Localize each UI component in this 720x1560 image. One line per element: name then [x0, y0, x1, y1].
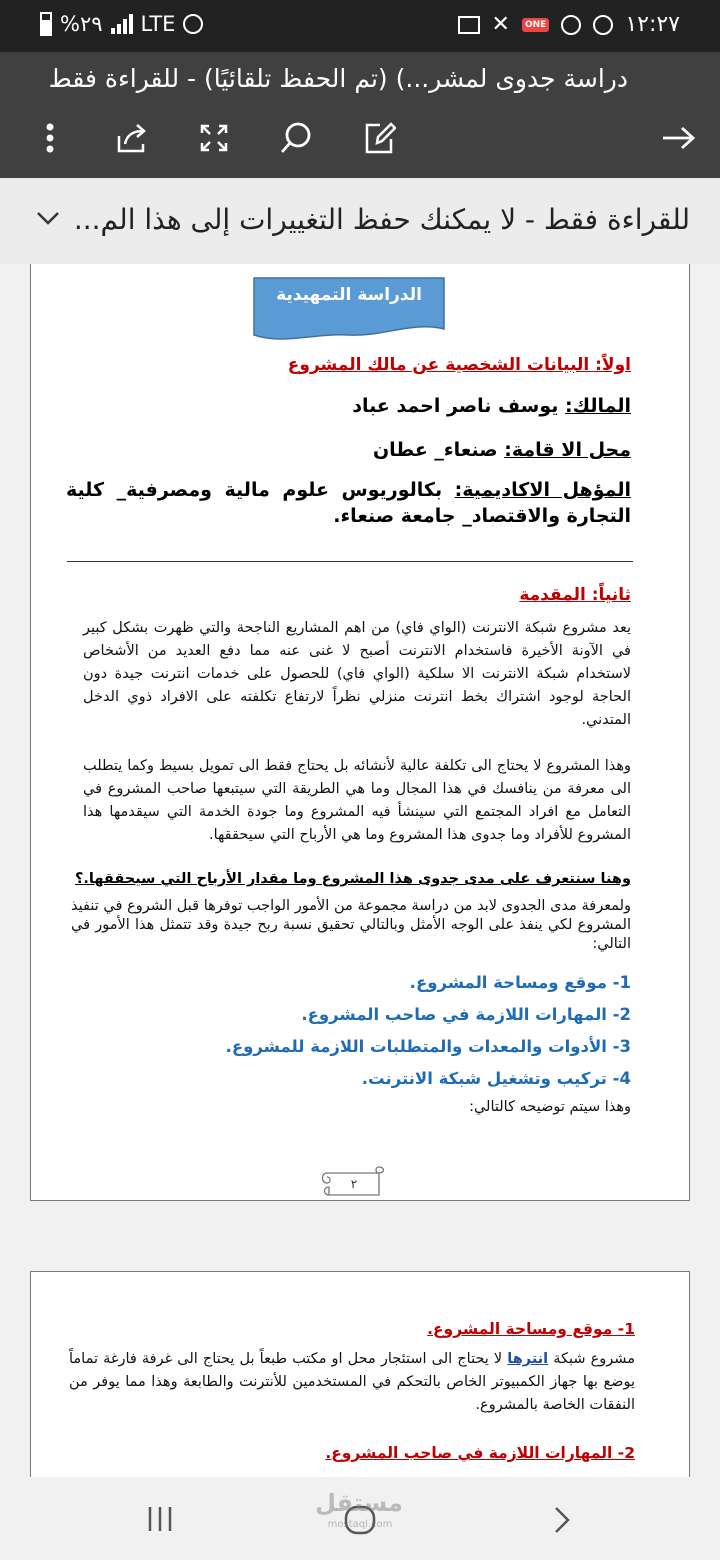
feasibility-question: وهنا سنتعرف على مدى جدوى هذا المشروع وما مقدار الأرباح التي سيحققها.؟ — [74, 871, 631, 887]
divider-line — [67, 561, 633, 562]
read-only-message: للقراءة فقط - لا يمكنك حفظ التغييرات إلى هذا الم... — [73, 203, 690, 236]
forward-arrow-icon[interactable] — [658, 118, 698, 158]
search-icon[interactable] — [276, 118, 316, 158]
owner-value: يوسف ناصر احمد عباد — [352, 395, 559, 417]
list-item: 1- موقع ومساحة المشروع. — [409, 973, 631, 992]
qualification-value: بكالوريوس علوم مالية ومصرفية_ كلية التجارة والاقتصاد_ جامعة صنعاء. — [66, 479, 631, 527]
fullscreen-icon[interactable] — [194, 118, 234, 158]
qualification-label: المؤهل الاكاديمية: — [454, 479, 632, 501]
list-item: 2- المهارات اللازمة في صاحب المشروع. — [301, 1005, 631, 1024]
intro-paragraph-1: يعد مشروع شبكة الانترنت (الواي فاي) من اهم المشاريع الناجحة والتي ظهرت بشكل كبير في الآونة الأخيرة فاستخدام الانترنت أصبح لا غنى عنه مما دفع العديد من الأشخاص لاستخدام شبكة الانترنت الا سلكية (الواي فاي) للحصول على خدمات انترنت جيدة دون الحاجة لوجود اشتراك بخط انترنت منزلي نظراً لارتفاع تكلفته على الافراد ذوي الدخل المتدني. — [83, 620, 631, 728]
list-item: 4- تركيب وتشغيل شبكة الانترنت. — [361, 1069, 631, 1088]
watermark-latin: mostaql.com — [327, 1519, 393, 1530]
whatsapp-icon — [561, 15, 581, 35]
recent-apps-icon[interactable] — [146, 1505, 174, 1533]
whatsapp-icon-2 — [593, 15, 613, 35]
residence-label: محل الا قامة: — [504, 439, 631, 461]
list-item: 3- الأدوات والمعدات والمتطلبات اللازمة للمشروع. — [225, 1037, 631, 1056]
app-header — [0, 52, 720, 178]
edit-icon[interactable] — [360, 118, 400, 158]
gallery-icon — [458, 16, 480, 34]
page2-para-rest: لا يحتاج الى استئجار محل او مكتب طبعاً بل يحتاج الى غرفة فارغة تماماً يوضع بها جهاز الكمبيوتر الخاص بالتحكم في المستخدمين للأنترنت والطابعة وهذا مما يوفر من النفقات الخاصة بالمشروع. — [69, 1351, 635, 1413]
battery-icon — [40, 12, 52, 36]
owner-line — [71, 395, 631, 417]
document-title: دراسة جدوى لمشر...) (تم الحفظ تلقائيًا) - للقراءة فقط — [48, 64, 628, 93]
more-icon[interactable] — [30, 118, 70, 158]
intro-paragraph-2: وهذا المشروع لا يحتاج الى تكلفة عالية لأنشائه بل يحتاج فقط الى تمويل بسيط وكما يتطلب الى معرفة من ينافسك في هذا المجال وما هي الطريقة التي سيتبعها صاحب المشروع في التعامل مع افراد المجتمع التي سينشأ فيه المشروع وما جودة الخدمة التي سيقدمها هذا المشروع للأفراد وما جدوى هذا المشروع وما هي الأرباح التي سيحققها. — [83, 758, 631, 843]
document-page-2 — [30, 1271, 690, 1477]
page2-heading-location: 1- موقع ومساحة المشروع. — [427, 1320, 635, 1338]
status-time: ١٢:٢٧ — [625, 12, 680, 37]
system-nav-bar — [0, 1477, 720, 1560]
back-icon[interactable] — [552, 1505, 572, 1535]
feasibility-paragraph: ولمعرفة مدى الجدوى لابد من دراسة مجموعة من الأمور الواجب توفرها قبل الشروع في تنفيذ المشروع لكي ينفذ على الوجه الأمثل وبالتالي تحقيق نسبة ربح جيدة وقد تتمثل هذا الأمور في التالي: — [71, 898, 631, 952]
one-app-icon: ONE — [522, 18, 549, 32]
heading-introduction: ثانياً: المقدمة — [519, 585, 631, 605]
section-banner-title: الدراسة التمهيدية — [276, 285, 422, 305]
status-left — [40, 12, 203, 36]
heading-personal-data: اولاً: البيانات الشخصية عن مالك المشروع — [287, 355, 631, 375]
residence-value: صنعاء_ عطان — [372, 439, 498, 461]
residence-line — [71, 439, 631, 461]
page2-paragraph — [69, 1348, 635, 1417]
battery-percent: %٢٩ — [60, 12, 103, 36]
chevron-down-icon[interactable] — [36, 206, 60, 230]
page2-heading-skills: 2- المهارات اللازمة في صاحب المشروع. — [325, 1444, 635, 1462]
read-only-banner[interactable] — [0, 178, 720, 264]
document-page — [30, 264, 690, 1201]
owner-label: المالك: — [565, 395, 631, 417]
page2-para-highlight: انترها — [507, 1351, 549, 1367]
closing-line: وهذا سيتم توضيحه كالتالي: — [469, 1099, 631, 1115]
page2-para-prefix: مشروع شبكة — [548, 1351, 635, 1367]
document-viewer[interactable] — [0, 264, 720, 1477]
x-app-icon: ✕ — [491, 12, 510, 37]
page-number: ٢ — [350, 1177, 358, 1191]
signal-icon — [111, 14, 133, 34]
share-icon[interactable] — [112, 118, 152, 158]
watermark-arabic: مستقل — [315, 1489, 403, 1517]
alarm-icon — [183, 14, 203, 34]
status-bar — [0, 0, 720, 52]
network-type: LTE — [140, 12, 176, 36]
qualification-line — [66, 477, 631, 529]
status-right — [458, 12, 680, 37]
